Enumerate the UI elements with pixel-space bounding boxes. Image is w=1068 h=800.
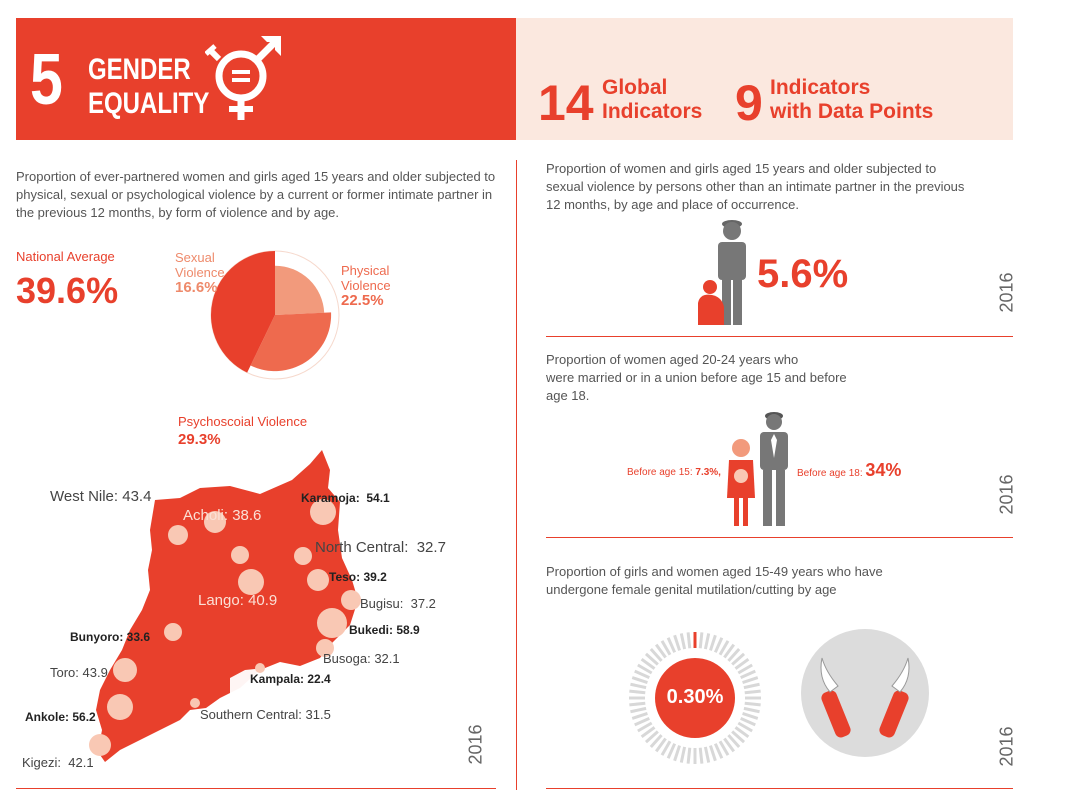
physical-label-l1: Physical (341, 263, 390, 278)
gauge-tick (743, 678, 758, 683)
gauge-tick (629, 703, 645, 705)
right-rule-2 (546, 537, 1013, 538)
region-kampala: Kampala: 22.4 (250, 672, 331, 686)
bukedi-bubble (317, 608, 347, 638)
marriage-desc-l3: age 18. (546, 388, 590, 403)
data-indicators-label (770, 76, 933, 124)
west-nile-bubble (168, 525, 188, 545)
gauge-tick (630, 708, 646, 711)
gauge-tick (668, 744, 675, 759)
nonpartner-year: 2016 (996, 272, 1017, 313)
physical-value: 22.5% (341, 292, 384, 309)
marriage-year: 2016 (996, 474, 1017, 515)
national-average-label: National Average (16, 249, 115, 264)
global-indicators-count: 14 (538, 75, 594, 131)
blades-icon (800, 628, 930, 758)
sexual-value: 16.6% (175, 279, 218, 296)
nonpartner-value: 5.6% (757, 252, 849, 296)
pie-slice-sexual-violence (275, 266, 324, 315)
bunyoro-bubble (164, 623, 182, 641)
region-west-nile: West Nile: 43.4 (50, 488, 152, 505)
region-ankole: Ankole: 56.2 (25, 710, 96, 724)
nonpartner-description: Proportion of women and girls aged 15 years and older subjected to sexual violence by persons other than an intimate partner in the previous 12 months, by age and place of occurrence. (546, 161, 965, 212)
global-indicators-label (602, 76, 702, 124)
sexual-label-l1: Sexual (175, 250, 215, 265)
kigezi-bubble (89, 734, 111, 756)
gauge-tick (668, 638, 675, 653)
gauge-tick (675, 635, 680, 650)
fgm-desc-l2: undergone female genital mutilation/cutting by age (546, 582, 837, 597)
gauge-tick (743, 713, 758, 718)
toro-bubble (113, 658, 137, 682)
gauge-tick (700, 748, 702, 764)
right-rule-3 (546, 788, 1013, 789)
psych-label: Psychoscoial Violence (178, 414, 308, 429)
region-karamoja: Karamoja: 54.1 (301, 491, 390, 505)
marriage-desc-l1: Proportion of women aged 20-24 years who (546, 352, 799, 367)
gender-equality-icon (205, 32, 285, 124)
data-indicators-label-l1: Indicators (770, 76, 871, 99)
left-bottom-rule (16, 788, 496, 789)
gauge-tick (710, 635, 715, 650)
gauge-tick (632, 713, 647, 718)
goal-title-line2: EQUALITY (88, 87, 210, 120)
marriage-desc-l2: were married or in a union before age 15 and before (546, 370, 847, 385)
psych-value: 29.3% (178, 431, 221, 448)
sexual-label (175, 250, 225, 280)
physical-label (341, 263, 391, 293)
teso-bubble (307, 569, 329, 591)
gauge-tick (705, 747, 708, 763)
violence-year: 2016 (465, 724, 486, 765)
region-toro: Toro: 43.9 (50, 665, 108, 680)
figures-icon (694, 215, 754, 330)
global-indicators-label-l2: Indicators (602, 100, 703, 123)
gauge-tick (745, 703, 761, 705)
marriage-description (546, 351, 847, 405)
region-bunyoro: Bunyoro: 33.6 (70, 630, 151, 644)
southern-central-bubble (190, 698, 200, 708)
center-divider (516, 160, 517, 790)
west-nile-bubble-2 (231, 546, 249, 564)
gauge-tick (675, 746, 680, 761)
gauge-tick (744, 708, 760, 711)
gauge-tick (629, 691, 645, 693)
physical-label-l2: Violence (341, 278, 391, 293)
before18: Before age 18: 34% (797, 460, 902, 480)
gauge-tick (744, 684, 760, 687)
region-bugisu: Bugisu: 37.2 (360, 596, 436, 611)
gauge-tick (635, 671, 650, 678)
fgm-year: 2016 (996, 726, 1017, 767)
gauge-tick (688, 748, 690, 764)
fgm-value: 0.30% (666, 686, 724, 708)
gauge-tick (715, 744, 722, 759)
region-lango: Lango: 40.9 (198, 592, 278, 609)
region-southern-central: Southern Central: 31.5 (200, 707, 331, 722)
gauge-tick (630, 684, 646, 687)
gauge-tick (632, 678, 647, 683)
before15: Before age 15: 7.3%, (627, 467, 721, 478)
ankole-bubble (107, 694, 133, 720)
fgm-description (546, 563, 883, 599)
national-average-value: 39.6% (16, 270, 119, 311)
fgm-desc-l1: Proportion of girls and women aged 15-49 years who have (546, 564, 883, 579)
right-rule-1 (546, 336, 1013, 337)
region-teso: Teso: 39.2 (329, 570, 387, 584)
sexual-label-l2: Violence (175, 265, 225, 280)
data-indicators-label-l2: with Data Points (770, 100, 934, 123)
gauge-tick (710, 746, 715, 761)
gauge-tick (681, 747, 684, 763)
region-kigezi: Kigezi: 42.1 (22, 755, 94, 770)
gauge-tick (681, 633, 684, 649)
region-north-central: North Central: 32.7 (315, 539, 446, 556)
violence-description: Proportion of ever-partnered women and girls aged 15 years and older subjected to physical, sexual or psychological violence by a current or former intimate partner in the previous 12 months, by form of violence and by age. (16, 169, 496, 220)
bugisu-bubble (341, 590, 361, 610)
gauge-tick (741, 718, 756, 725)
gauge-tick (635, 718, 650, 725)
region-bukedi: Bukedi: 58.9 (349, 623, 420, 637)
data-indicators-count: 9 (735, 75, 763, 131)
gauge-tick (688, 632, 690, 648)
north-central-bubble (294, 547, 312, 565)
gauge-tick (745, 691, 761, 693)
goal-title-line1: GENDER (88, 53, 191, 86)
bride-groom-icon (726, 410, 798, 528)
region-busoga: Busoga: 32.1 (323, 651, 400, 666)
global-indicators-label-l1: Global (602, 76, 668, 99)
gauge-tick (715, 638, 722, 653)
gauge-tick (700, 632, 702, 648)
gauge-tick (705, 633, 708, 649)
goal-number: 5 (30, 40, 63, 120)
region-acholi: Acholi: 38.6 (183, 507, 262, 524)
gauge-tick (741, 671, 756, 678)
